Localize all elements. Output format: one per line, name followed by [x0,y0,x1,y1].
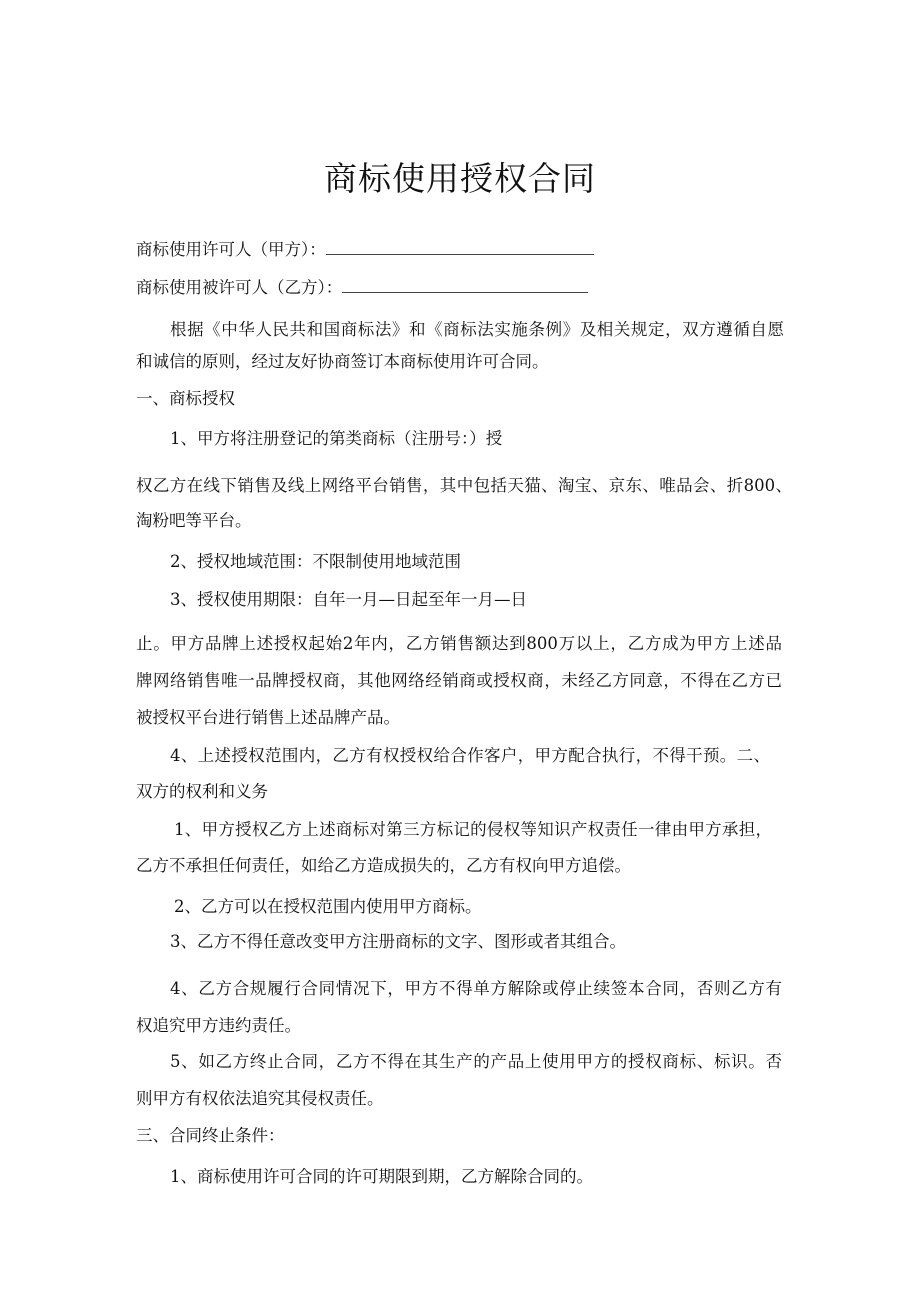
s2-item1-line-2: 乙方不承担任何责任，如给乙方造成损失的，乙方有权向甲方追偿。 [136,856,631,875]
s1-item4-line-2: 双方的权利和义务 [136,782,268,801]
s1-item3-line-1: 3、授权使用期限：自年一月—日起至年一月—日 [170,590,527,609]
s2-item1-line-1: 1、甲方授权乙方上述商标对第三方标记的侵权等知识产权责任一律由甲方承担， [174,820,772,839]
s1-item2: 2、授权地域范围：不限制使用地域范围 [170,552,461,571]
licensee-label: 商标使用被许可人（乙方）： [136,278,343,297]
section-1-heading: 一、商标授权 [136,389,235,408]
licensee-blank [342,278,588,293]
s1-item3-line-2: 止。甲方品牌上述授权起始2年内，乙方销售额达到800万以上，乙方成为甲方上述品 [136,634,782,653]
s1-item1-line-2: 权乙方在线下销售及线上网络平台销售，其中包括天猫、淘宝、京东、唯品会、折800、 [136,476,792,495]
s1-item3-line-3: 牌网络销售唯一品牌授权商，其他网络经销商或授权商，未经乙方同意，不得在乙方已 [136,671,782,690]
licensor-line [136,238,594,262]
s3-item1: 1、商标使用许可合同的许可期限到期，乙方解除合同的。 [170,1167,593,1186]
preamble-line-2: 和诚信的原则，经过友好协商签订本商标使用许可合同。 [136,352,549,371]
s2-item3: 3、乙方不得任意改变甲方注册商标的文字、图形或者其组合。 [170,932,626,951]
s2-item4-line-1: 4、乙方合规履行合同情况下，甲方不得单方解除或停止续签本合同，否则乙方有 [170,979,782,998]
preamble-line-1: 根据《中华人民共和国商标法》和《商标法实施条例》及相关规定，双方遵循自愿 [170,320,784,339]
s1-item1-line-3: 淘粉吧等平台。 [136,511,252,530]
document-title: 商标使用授权合同 [324,159,596,198]
s1-item1-line-1: 1、甲方将注册登记的第类商标（注册号：）授 [170,429,503,448]
s2-item5-line-1: 5、如乙方终止合同，乙方不得在其生产的产品上使用甲方的授权商标、标识。否 [170,1052,782,1071]
s2-item5-line-2: 则甲方有权依法追究其侵权责任。 [136,1089,384,1108]
licensor-blank [326,240,594,255]
s1-item4-line-1: 4、上述授权范围内，乙方有权授权给合作客户，甲方配合执行，不得干预。二、 [170,746,770,765]
licensor-label: 商标使用许可人（甲方）： [136,240,326,259]
section-3-heading: 三、合同终止条件： [136,1126,285,1145]
licensee-line [136,276,588,300]
s2-item2: 2、乙方可以在授权范围内使用甲方商标。 [174,897,482,916]
s2-item4-line-2: 权追究甲方违约责任。 [136,1016,301,1035]
s1-item3-line-4: 被授权平台进行销售上述品牌产品。 [136,708,400,727]
